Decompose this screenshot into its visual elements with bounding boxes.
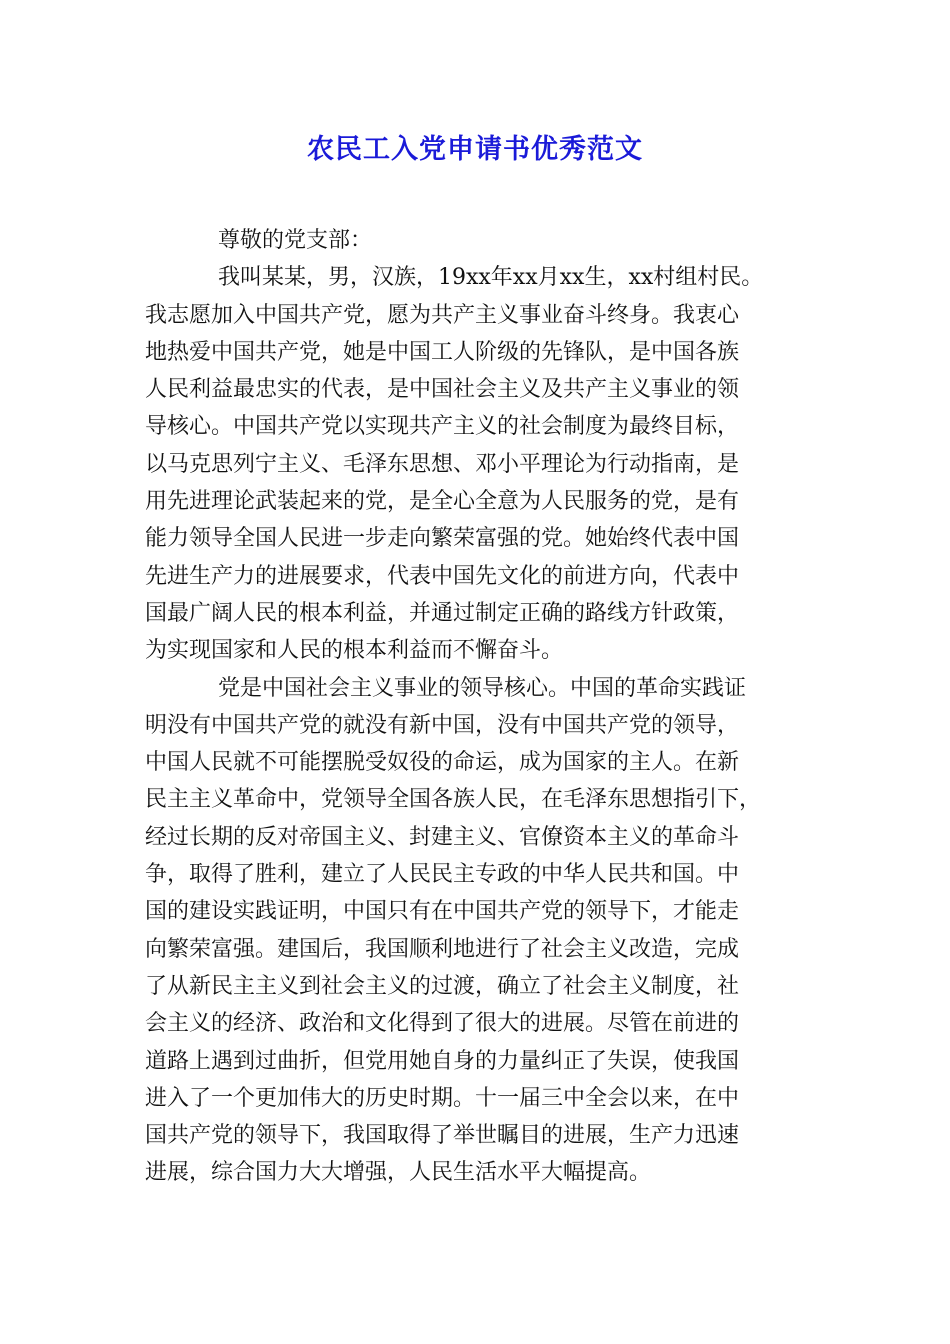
- body-line: 为实现国家和人民的根本利益而不懈奋斗。: [145, 638, 564, 664]
- body-line: 人民利益最忠实的代表，是中国社会主义及共产主义事业的领: [145, 377, 740, 403]
- body-line: 争，取得了胜利，建立了人民民主专政的中华人民共和国。中: [145, 862, 740, 888]
- document-title: 农民工入党申请书优秀范文: [307, 134, 643, 165]
- body-line: 道路上遇到过曲折，但党用她自身的力量纠正了失误，使我国: [145, 1048, 740, 1074]
- body-line: 向繁荣富强。建国后，我国顺利地进行了社会主义改造，完成: [145, 936, 740, 962]
- body-line: 中国人民就不可能摆脱受奴役的命运，成为国家的主人。在新: [145, 750, 740, 776]
- body-line: 党是中国社会主义事业的领导核心。中国的革命实践证: [218, 675, 747, 701]
- body-line: 用先进理论武装起来的党，是全心全意为人民服务的党，是有: [145, 489, 740, 515]
- body-line: 我叫某某，男，汉族，19xx年xx月xx生，xx村组村民。: [218, 265, 764, 291]
- body-line: 民主主义革命中，党领导全国各族人民，在毛泽东思想指引下，: [145, 787, 762, 813]
- body-line: 导核心。中国共产党以实现共产主义的社会制度为最终目标，: [145, 414, 740, 440]
- body-line: 经过长期的反对帝国主义、封建主义、官僚资本主义的革命斗: [145, 824, 740, 850]
- body-line: 地热爱中国共产党，她是中国工人阶级的先锋队，是中国各族: [145, 339, 740, 365]
- body-line: 进展，综合国力大大增强，人民生活水平大幅提高。: [145, 1160, 652, 1186]
- body-line: 先进生产力的进展要求，代表中国先文化的前进方向，代表中: [145, 563, 740, 589]
- body-line: 尊敬的党支部：: [218, 228, 373, 253]
- body-line: 明没有中国共产党的就没有新中国，没有中国共产党的领导，: [145, 712, 740, 738]
- body-line: 国的建设实践证明，中国只有在中国共产党的领导下，才能走: [145, 899, 740, 925]
- body-line: 以马克思列宁主义、毛泽东思想、邓小平理论为行动指南，是: [145, 451, 740, 477]
- body-line: 进入了一个更加伟大的历史时期。十一届三中全会以来，在中: [145, 1085, 740, 1111]
- body-line: 国最广阔人民的根本利益，并通过制定正确的路线方针政策，: [145, 600, 740, 626]
- document-body: [145, 222, 825, 1192]
- body-line: 我志愿加入中国共产党，愿为共产主义事业奋斗终身。我衷心: [145, 302, 740, 328]
- body-line: 会主义的经济、政治和文化得到了很大的进展。尽管在前进的: [145, 1011, 740, 1037]
- body-line: 了从新民主主义到社会主义的过渡，确立了社会主义制度，社: [145, 973, 740, 999]
- body-line: 能力领导全国人民进一步走向繁荣富强的党。她始终代表中国: [145, 526, 740, 552]
- body-line: 国共产党的领导下，我国取得了举世瞩目的进展，生产力迅速: [145, 1123, 740, 1149]
